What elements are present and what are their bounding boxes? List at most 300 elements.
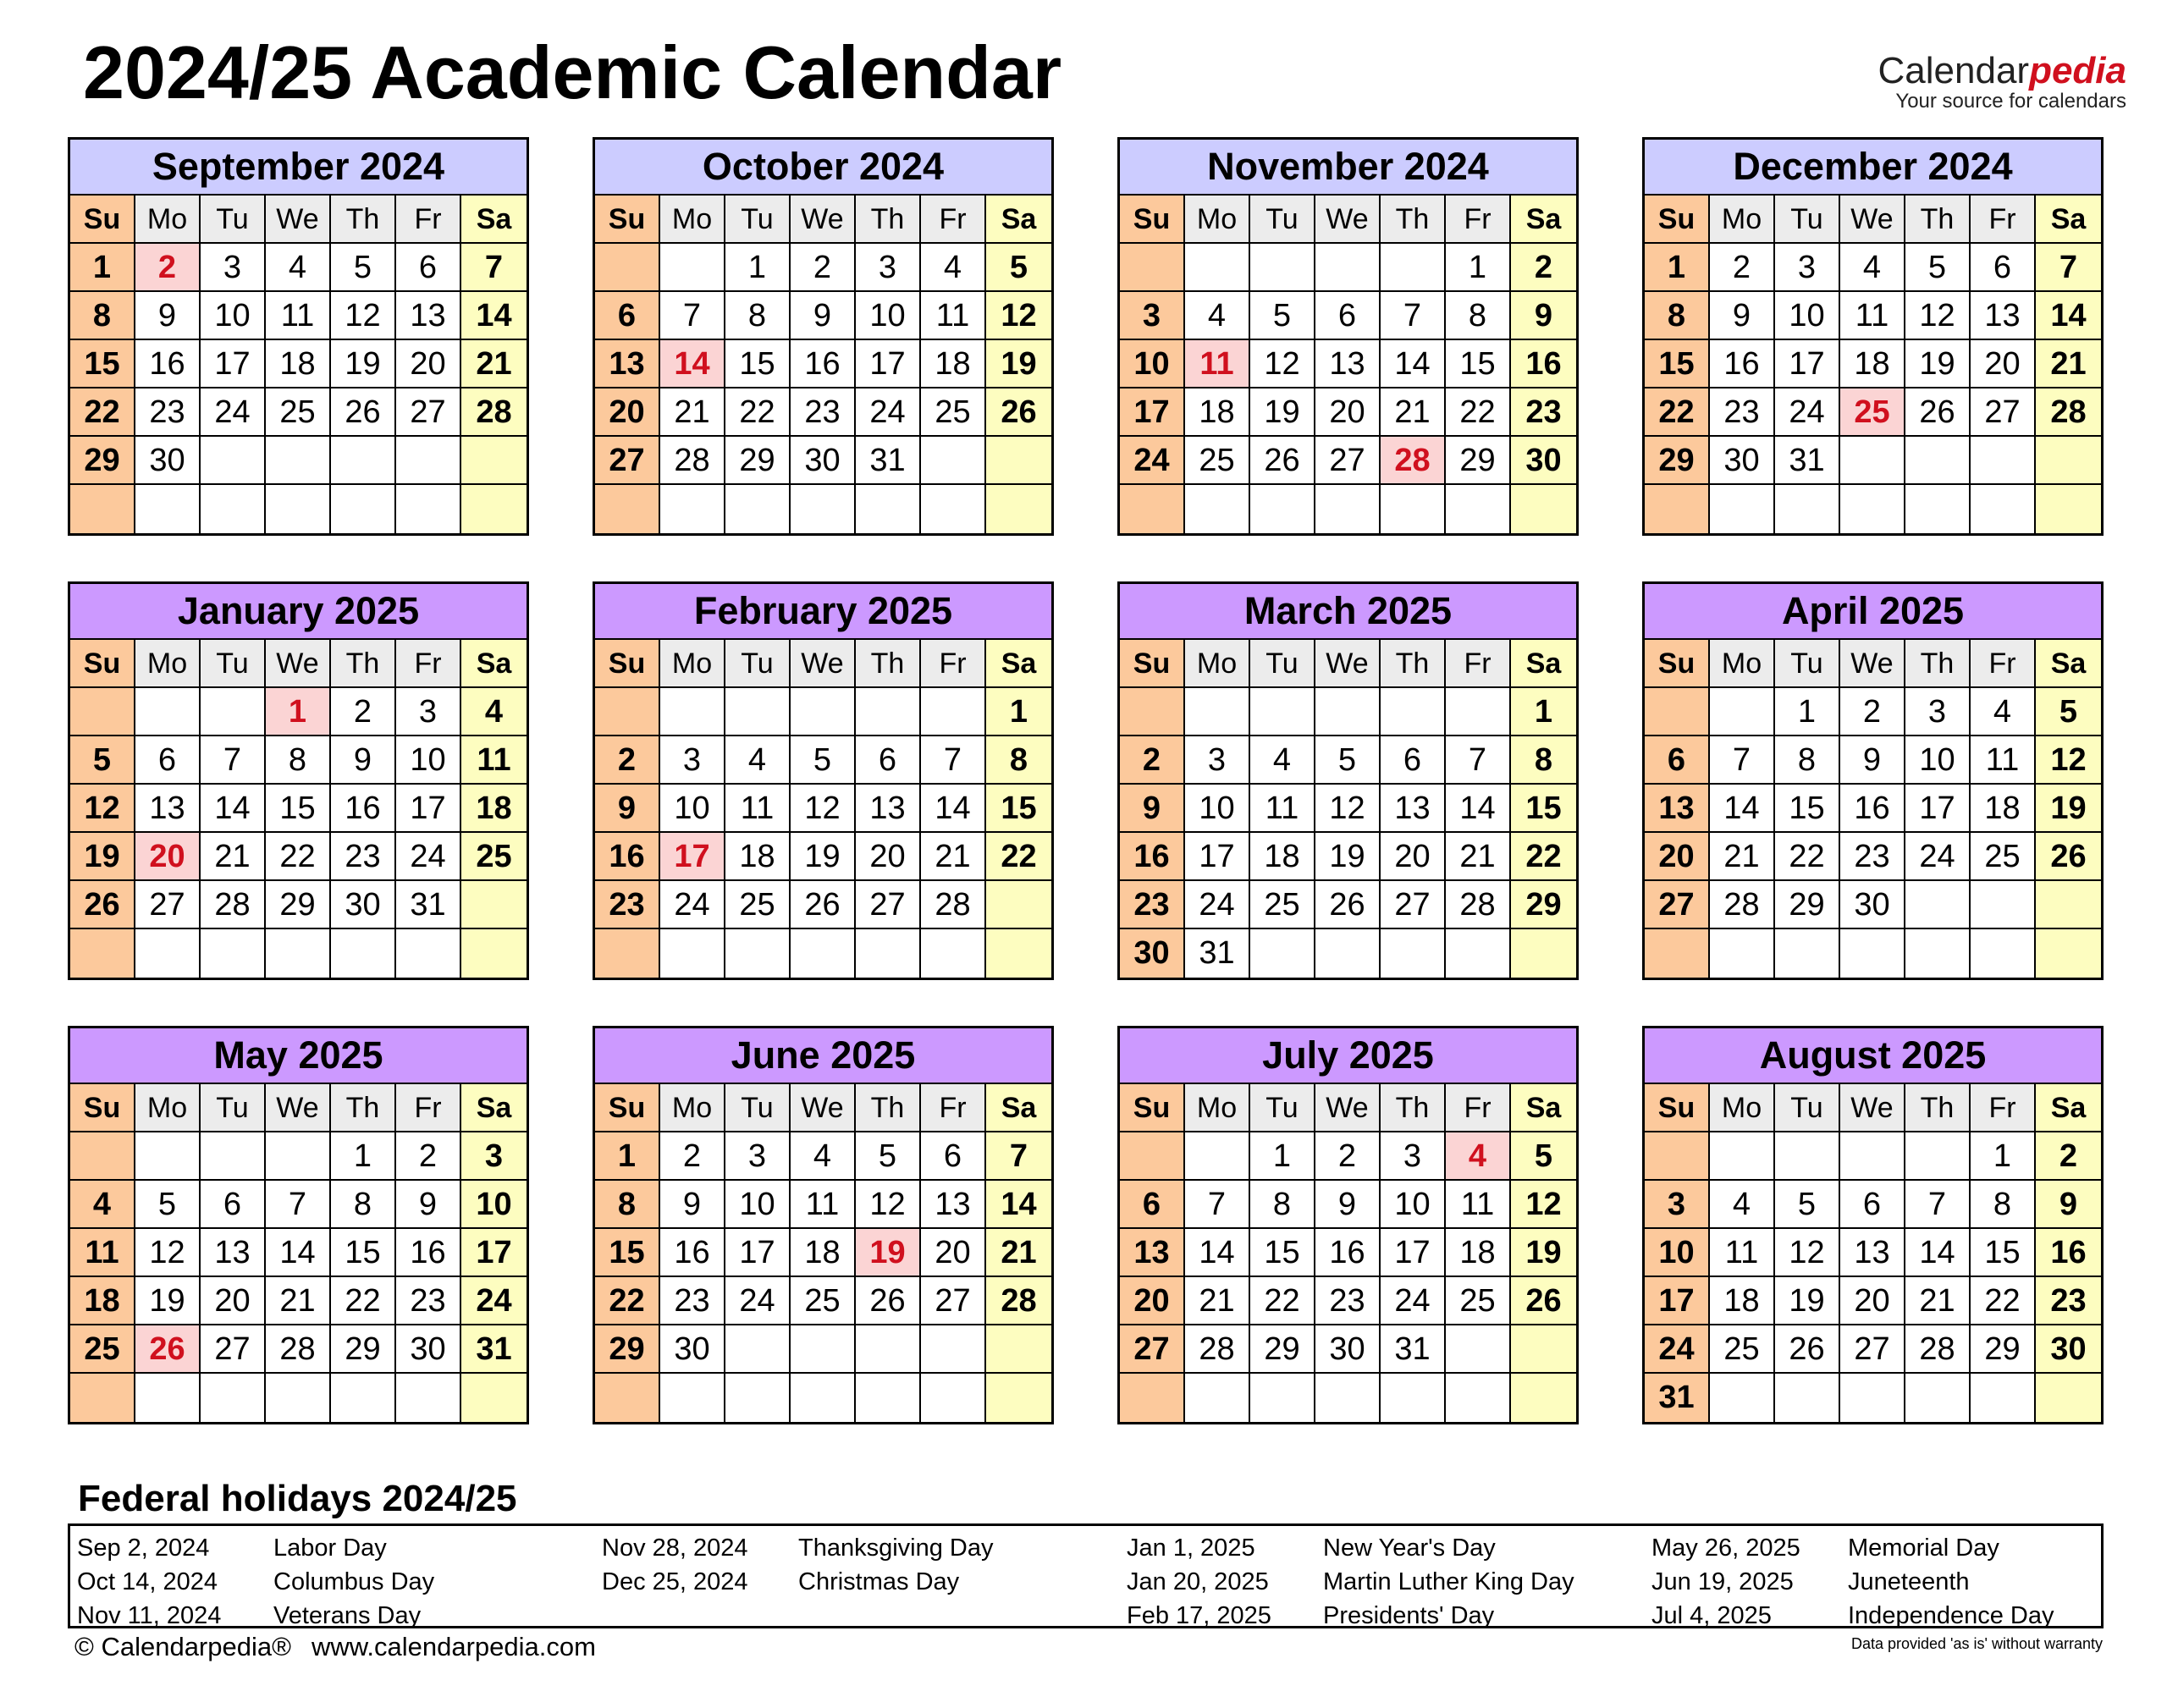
day-cell[interactable]: 19 bbox=[1250, 388, 1315, 437]
day-cell[interactable]: 15 bbox=[331, 1229, 396, 1277]
day-cell[interactable]: 25 bbox=[1446, 1277, 1511, 1325]
day-cell[interactable]: 14 bbox=[660, 340, 725, 388]
day-cell[interactable]: 7 bbox=[2036, 244, 2101, 292]
day-cell[interactable]: 30 bbox=[1840, 881, 1905, 929]
day-cell[interactable]: 11 bbox=[70, 1229, 135, 1277]
day-cell[interactable]: 11 bbox=[921, 292, 986, 340]
day-cell[interactable]: 27 bbox=[1971, 388, 2036, 437]
day-cell[interactable]: 18 bbox=[921, 340, 986, 388]
day-cell[interactable]: 8 bbox=[70, 292, 135, 340]
day-cell[interactable]: 20 bbox=[1971, 340, 2036, 388]
day-cell[interactable]: 4 bbox=[921, 244, 986, 292]
day-cell[interactable]: 21 bbox=[1446, 833, 1511, 881]
day-cell[interactable]: 9 bbox=[1511, 292, 1576, 340]
website-link[interactable]: www.calendarpedia.com bbox=[311, 1632, 596, 1661]
day-cell[interactable]: 2 bbox=[1710, 244, 1775, 292]
day-cell[interactable]: 13 bbox=[921, 1181, 986, 1229]
day-cell[interactable]: 7 bbox=[660, 292, 725, 340]
day-cell[interactable]: 30 bbox=[135, 437, 201, 485]
day-cell[interactable]: 13 bbox=[1381, 785, 1446, 833]
day-cell[interactable]: 22 bbox=[986, 833, 1051, 881]
day-cell[interactable]: 6 bbox=[1840, 1181, 1905, 1229]
day-cell[interactable]: 1 bbox=[1250, 1132, 1315, 1181]
day-cell[interactable]: 2 bbox=[396, 1132, 461, 1181]
day-cell[interactable]: 1 bbox=[266, 688, 331, 736]
day-cell[interactable]: 25 bbox=[791, 1277, 856, 1325]
day-cell[interactable]: 11 bbox=[266, 292, 331, 340]
day-cell[interactable]: 3 bbox=[201, 244, 266, 292]
day-cell[interactable]: 14 bbox=[1905, 1229, 1971, 1277]
day-cell[interactable]: 8 bbox=[725, 292, 791, 340]
day-cell[interactable]: 9 bbox=[331, 736, 396, 785]
day-cell[interactable]: 2 bbox=[135, 244, 201, 292]
day-cell[interactable]: 1 bbox=[1971, 1132, 2036, 1181]
day-cell[interactable]: 7 bbox=[921, 736, 986, 785]
day-cell[interactable]: 7 bbox=[1905, 1181, 1971, 1229]
day-cell[interactable]: 12 bbox=[791, 785, 856, 833]
day-cell[interactable]: 7 bbox=[986, 1132, 1051, 1181]
day-cell[interactable]: 30 bbox=[660, 1325, 725, 1374]
day-cell[interactable]: 2 bbox=[595, 736, 660, 785]
day-cell[interactable]: 8 bbox=[986, 736, 1051, 785]
day-cell[interactable]: 23 bbox=[660, 1277, 725, 1325]
day-cell[interactable]: 20 bbox=[1381, 833, 1446, 881]
day-cell[interactable]: 12 bbox=[2036, 736, 2101, 785]
day-cell[interactable]: 26 bbox=[986, 388, 1051, 437]
day-cell[interactable]: 18 bbox=[70, 1277, 135, 1325]
day-cell[interactable]: 14 bbox=[1710, 785, 1775, 833]
day-cell[interactable]: 22 bbox=[1250, 1277, 1315, 1325]
day-cell[interactable]: 6 bbox=[201, 1181, 266, 1229]
day-cell[interactable]: 21 bbox=[266, 1277, 331, 1325]
day-cell[interactable]: 5 bbox=[1315, 736, 1381, 785]
day-cell[interactable]: 20 bbox=[396, 340, 461, 388]
day-cell[interactable]: 15 bbox=[266, 785, 331, 833]
day-cell[interactable]: 3 bbox=[1381, 1132, 1446, 1181]
day-cell[interactable]: 17 bbox=[396, 785, 461, 833]
day-cell[interactable]: 2 bbox=[1511, 244, 1576, 292]
day-cell[interactable]: 5 bbox=[70, 736, 135, 785]
day-cell[interactable]: 6 bbox=[1645, 736, 1710, 785]
day-cell[interactable]: 22 bbox=[1446, 388, 1511, 437]
day-cell[interactable]: 8 bbox=[266, 736, 331, 785]
day-cell[interactable]: 30 bbox=[2036, 1325, 2101, 1374]
day-cell[interactable]: 3 bbox=[1185, 736, 1250, 785]
day-cell[interactable]: 4 bbox=[461, 688, 527, 736]
day-cell[interactable]: 5 bbox=[135, 1181, 201, 1229]
day-cell[interactable]: 23 bbox=[1511, 388, 1576, 437]
day-cell[interactable]: 4 bbox=[1971, 688, 2036, 736]
day-cell[interactable]: 23 bbox=[1120, 881, 1185, 929]
day-cell[interactable]: 4 bbox=[1185, 292, 1250, 340]
day-cell[interactable]: 28 bbox=[201, 881, 266, 929]
day-cell[interactable]: 18 bbox=[1250, 833, 1315, 881]
day-cell[interactable]: 21 bbox=[201, 833, 266, 881]
day-cell[interactable]: 21 bbox=[660, 388, 725, 437]
day-cell[interactable]: 7 bbox=[1381, 292, 1446, 340]
day-cell[interactable]: 30 bbox=[791, 437, 856, 485]
day-cell[interactable]: 25 bbox=[1250, 881, 1315, 929]
day-cell[interactable]: 18 bbox=[1971, 785, 2036, 833]
day-cell[interactable]: 29 bbox=[1250, 1325, 1315, 1374]
day-cell[interactable]: 23 bbox=[2036, 1277, 2101, 1325]
day-cell[interactable]: 14 bbox=[266, 1229, 331, 1277]
day-cell[interactable]: 2 bbox=[660, 1132, 725, 1181]
day-cell[interactable]: 27 bbox=[1840, 1325, 1905, 1374]
day-cell[interactable]: 29 bbox=[1511, 881, 1576, 929]
day-cell[interactable]: 8 bbox=[331, 1181, 396, 1229]
day-cell[interactable]: 4 bbox=[1250, 736, 1315, 785]
day-cell[interactable]: 12 bbox=[1315, 785, 1381, 833]
day-cell[interactable]: 11 bbox=[1971, 736, 2036, 785]
day-cell[interactable]: 9 bbox=[660, 1181, 725, 1229]
day-cell[interactable]: 22 bbox=[266, 833, 331, 881]
day-cell[interactable]: 9 bbox=[2036, 1181, 2101, 1229]
day-cell[interactable]: 6 bbox=[595, 292, 660, 340]
day-cell[interactable]: 20 bbox=[856, 833, 921, 881]
day-cell[interactable]: 17 bbox=[660, 833, 725, 881]
day-cell[interactable]: 15 bbox=[1446, 340, 1511, 388]
day-cell[interactable]: 22 bbox=[1511, 833, 1576, 881]
day-cell[interactable]: 20 bbox=[135, 833, 201, 881]
day-cell[interactable]: 18 bbox=[725, 833, 791, 881]
day-cell[interactable]: 4 bbox=[1840, 244, 1905, 292]
day-cell[interactable]: 29 bbox=[1775, 881, 1840, 929]
day-cell[interactable]: 2 bbox=[1315, 1132, 1381, 1181]
day-cell[interactable]: 4 bbox=[70, 1181, 135, 1229]
day-cell[interactable]: 27 bbox=[595, 437, 660, 485]
day-cell[interactable]: 11 bbox=[1840, 292, 1905, 340]
day-cell[interactable]: 14 bbox=[2036, 292, 2101, 340]
day-cell[interactable]: 25 bbox=[921, 388, 986, 437]
day-cell[interactable]: 10 bbox=[1645, 1229, 1710, 1277]
day-cell[interactable]: 20 bbox=[201, 1277, 266, 1325]
day-cell[interactable]: 15 bbox=[1775, 785, 1840, 833]
day-cell[interactable]: 6 bbox=[921, 1132, 986, 1181]
day-cell[interactable]: 3 bbox=[1645, 1181, 1710, 1229]
day-cell[interactable]: 16 bbox=[1840, 785, 1905, 833]
day-cell[interactable]: 15 bbox=[986, 785, 1051, 833]
day-cell[interactable]: 29 bbox=[1645, 437, 1710, 485]
day-cell[interactable]: 27 bbox=[1645, 881, 1710, 929]
day-cell[interactable]: 27 bbox=[135, 881, 201, 929]
day-cell[interactable]: 22 bbox=[595, 1277, 660, 1325]
day-cell[interactable]: 6 bbox=[396, 244, 461, 292]
day-cell[interactable]: 24 bbox=[1775, 388, 1840, 437]
day-cell[interactable]: 20 bbox=[1315, 388, 1381, 437]
day-cell[interactable]: 26 bbox=[70, 881, 135, 929]
day-cell[interactable]: 19 bbox=[331, 340, 396, 388]
day-cell[interactable]: 5 bbox=[331, 244, 396, 292]
day-cell[interactable]: 17 bbox=[725, 1229, 791, 1277]
day-cell[interactable]: 1 bbox=[725, 244, 791, 292]
day-cell[interactable]: 26 bbox=[791, 881, 856, 929]
day-cell[interactable]: 16 bbox=[1511, 340, 1576, 388]
day-cell[interactable]: 17 bbox=[856, 340, 921, 388]
day-cell[interactable]: 17 bbox=[1775, 340, 1840, 388]
day-cell[interactable]: 28 bbox=[2036, 388, 2101, 437]
day-cell[interactable]: 5 bbox=[1905, 244, 1971, 292]
day-cell[interactable]: 24 bbox=[201, 388, 266, 437]
day-cell[interactable]: 17 bbox=[461, 1229, 527, 1277]
day-cell[interactable]: 20 bbox=[1645, 833, 1710, 881]
day-cell[interactable]: 25 bbox=[70, 1325, 135, 1374]
day-cell[interactable]: 26 bbox=[856, 1277, 921, 1325]
day-cell[interactable]: 29 bbox=[1971, 1325, 2036, 1374]
day-cell[interactable]: 13 bbox=[1840, 1229, 1905, 1277]
day-cell[interactable]: 9 bbox=[791, 292, 856, 340]
day-cell[interactable]: 14 bbox=[1446, 785, 1511, 833]
day-cell[interactable]: 10 bbox=[461, 1181, 527, 1229]
brand-logo[interactable] bbox=[1878, 52, 2126, 112]
day-cell[interactable]: 4 bbox=[791, 1132, 856, 1181]
day-cell[interactable]: 30 bbox=[1315, 1325, 1381, 1374]
day-cell[interactable]: 10 bbox=[201, 292, 266, 340]
day-cell[interactable]: 11 bbox=[725, 785, 791, 833]
day-cell[interactable]: 18 bbox=[266, 340, 331, 388]
day-cell[interactable]: 24 bbox=[725, 1277, 791, 1325]
day-cell[interactable]: 9 bbox=[1315, 1181, 1381, 1229]
day-cell[interactable]: 10 bbox=[660, 785, 725, 833]
day-cell[interactable]: 28 bbox=[1381, 437, 1446, 485]
day-cell[interactable]: 24 bbox=[1905, 833, 1971, 881]
day-cell[interactable]: 28 bbox=[1446, 881, 1511, 929]
day-cell[interactable]: 2 bbox=[2036, 1132, 2101, 1181]
day-cell[interactable]: 18 bbox=[1446, 1229, 1511, 1277]
day-cell[interactable]: 19 bbox=[1315, 833, 1381, 881]
day-cell[interactable]: 29 bbox=[595, 1325, 660, 1374]
day-cell[interactable]: 16 bbox=[135, 340, 201, 388]
day-cell[interactable]: 18 bbox=[1710, 1277, 1775, 1325]
day-cell[interactable]: 18 bbox=[461, 785, 527, 833]
day-cell[interactable]: 15 bbox=[1511, 785, 1576, 833]
day-cell[interactable]: 8 bbox=[1511, 736, 1576, 785]
day-cell[interactable]: 10 bbox=[1185, 785, 1250, 833]
day-cell[interactable]: 28 bbox=[1185, 1325, 1250, 1374]
day-cell[interactable]: 28 bbox=[1905, 1325, 1971, 1374]
day-cell[interactable]: 24 bbox=[396, 833, 461, 881]
day-cell[interactable]: 27 bbox=[856, 881, 921, 929]
day-cell[interactable]: 11 bbox=[1185, 340, 1250, 388]
day-cell[interactable]: 2 bbox=[1120, 736, 1185, 785]
day-cell[interactable]: 23 bbox=[595, 881, 660, 929]
day-cell[interactable]: 1 bbox=[1446, 244, 1511, 292]
day-cell[interactable]: 21 bbox=[1381, 388, 1446, 437]
day-cell[interactable]: 1 bbox=[1645, 244, 1710, 292]
day-cell[interactable]: 22 bbox=[331, 1277, 396, 1325]
day-cell[interactable]: 8 bbox=[1250, 1181, 1315, 1229]
day-cell[interactable]: 8 bbox=[1645, 292, 1710, 340]
day-cell[interactable]: 21 bbox=[1185, 1277, 1250, 1325]
day-cell[interactable]: 19 bbox=[2036, 785, 2101, 833]
day-cell[interactable]: 8 bbox=[595, 1181, 660, 1229]
day-cell[interactable]: 21 bbox=[1710, 833, 1775, 881]
day-cell[interactable]: 23 bbox=[791, 388, 856, 437]
day-cell[interactable]: 26 bbox=[1511, 1277, 1576, 1325]
day-cell[interactable]: 10 bbox=[725, 1181, 791, 1229]
day-cell[interactable]: 24 bbox=[660, 881, 725, 929]
day-cell[interactable]: 23 bbox=[396, 1277, 461, 1325]
day-cell[interactable]: 12 bbox=[135, 1229, 201, 1277]
day-cell[interactable]: 30 bbox=[1710, 437, 1775, 485]
day-cell[interactable]: 29 bbox=[70, 437, 135, 485]
day-cell[interactable]: 19 bbox=[856, 1229, 921, 1277]
day-cell[interactable]: 29 bbox=[1446, 437, 1511, 485]
day-cell[interactable]: 12 bbox=[331, 292, 396, 340]
day-cell[interactable]: 12 bbox=[856, 1181, 921, 1229]
day-cell[interactable]: 5 bbox=[1775, 1181, 1840, 1229]
day-cell[interactable]: 5 bbox=[2036, 688, 2101, 736]
day-cell[interactable]: 12 bbox=[1250, 340, 1315, 388]
day-cell[interactable]: 28 bbox=[1710, 881, 1775, 929]
day-cell[interactable]: 29 bbox=[266, 881, 331, 929]
day-cell[interactable]: 24 bbox=[1120, 437, 1185, 485]
day-cell[interactable]: 23 bbox=[1840, 833, 1905, 881]
day-cell[interactable]: 8 bbox=[1971, 1181, 2036, 1229]
day-cell[interactable]: 12 bbox=[1511, 1181, 1576, 1229]
day-cell[interactable]: 21 bbox=[2036, 340, 2101, 388]
day-cell[interactable]: 7 bbox=[201, 736, 266, 785]
day-cell[interactable]: 19 bbox=[1511, 1229, 1576, 1277]
day-cell[interactable]: 27 bbox=[1120, 1325, 1185, 1374]
day-cell[interactable]: 28 bbox=[266, 1325, 331, 1374]
day-cell[interactable]: 20 bbox=[595, 388, 660, 437]
day-cell[interactable]: 9 bbox=[1120, 785, 1185, 833]
day-cell[interactable]: 26 bbox=[2036, 833, 2101, 881]
day-cell[interactable]: 5 bbox=[791, 736, 856, 785]
day-cell[interactable]: 26 bbox=[135, 1325, 201, 1374]
day-cell[interactable]: 10 bbox=[856, 292, 921, 340]
day-cell[interactable]: 8 bbox=[1775, 736, 1840, 785]
day-cell[interactable]: 14 bbox=[986, 1181, 1051, 1229]
day-cell[interactable]: 15 bbox=[595, 1229, 660, 1277]
day-cell[interactable]: 13 bbox=[595, 340, 660, 388]
day-cell[interactable]: 11 bbox=[461, 736, 527, 785]
day-cell[interactable]: 9 bbox=[135, 292, 201, 340]
day-cell[interactable]: 18 bbox=[1185, 388, 1250, 437]
day-cell[interactable]: 29 bbox=[331, 1325, 396, 1374]
day-cell[interactable]: 30 bbox=[331, 881, 396, 929]
day-cell[interactable]: 22 bbox=[725, 388, 791, 437]
day-cell[interactable]: 12 bbox=[1775, 1229, 1840, 1277]
day-cell[interactable]: 9 bbox=[1840, 736, 1905, 785]
day-cell[interactable]: 16 bbox=[791, 340, 856, 388]
day-cell[interactable]: 9 bbox=[396, 1181, 461, 1229]
day-cell[interactable]: 3 bbox=[725, 1132, 791, 1181]
day-cell[interactable]: 14 bbox=[461, 292, 527, 340]
day-cell[interactable]: 10 bbox=[1120, 340, 1185, 388]
day-cell[interactable]: 1 bbox=[986, 688, 1051, 736]
day-cell[interactable]: 3 bbox=[856, 244, 921, 292]
day-cell[interactable]: 2 bbox=[791, 244, 856, 292]
day-cell[interactable]: 10 bbox=[1905, 736, 1971, 785]
day-cell[interactable]: 6 bbox=[135, 736, 201, 785]
day-cell[interactable]: 28 bbox=[461, 388, 527, 437]
day-cell[interactable]: 30 bbox=[396, 1325, 461, 1374]
day-cell[interactable]: 17 bbox=[201, 340, 266, 388]
day-cell[interactable]: 5 bbox=[1511, 1132, 1576, 1181]
day-cell[interactable]: 10 bbox=[396, 736, 461, 785]
day-cell[interactable]: 13 bbox=[201, 1229, 266, 1277]
day-cell[interactable]: 13 bbox=[1315, 340, 1381, 388]
day-cell[interactable]: 3 bbox=[660, 736, 725, 785]
day-cell[interactable]: 14 bbox=[921, 785, 986, 833]
day-cell[interactable]: 11 bbox=[1446, 1181, 1511, 1229]
day-cell[interactable]: 19 bbox=[135, 1277, 201, 1325]
day-cell[interactable]: 1 bbox=[70, 244, 135, 292]
day-cell[interactable]: 30 bbox=[1511, 437, 1576, 485]
day-cell[interactable]: 25 bbox=[1840, 388, 1905, 437]
day-cell[interactable]: 28 bbox=[921, 881, 986, 929]
day-cell[interactable]: 31 bbox=[1185, 929, 1250, 978]
day-cell[interactable]: 25 bbox=[725, 881, 791, 929]
day-cell[interactable]: 7 bbox=[1446, 736, 1511, 785]
day-cell[interactable]: 13 bbox=[1971, 292, 2036, 340]
day-cell[interactable]: 27 bbox=[1315, 437, 1381, 485]
day-cell[interactable]: 22 bbox=[70, 388, 135, 437]
day-cell[interactable]: 20 bbox=[1840, 1277, 1905, 1325]
day-cell[interactable]: 21 bbox=[461, 340, 527, 388]
day-cell[interactable]: 5 bbox=[1250, 292, 1315, 340]
day-cell[interactable]: 18 bbox=[1840, 340, 1905, 388]
day-cell[interactable]: 16 bbox=[1120, 833, 1185, 881]
day-cell[interactable]: 11 bbox=[791, 1181, 856, 1229]
day-cell[interactable]: 9 bbox=[595, 785, 660, 833]
day-cell[interactable]: 19 bbox=[986, 340, 1051, 388]
day-cell[interactable]: 15 bbox=[1971, 1229, 2036, 1277]
day-cell[interactable]: 24 bbox=[461, 1277, 527, 1325]
day-cell[interactable]: 13 bbox=[396, 292, 461, 340]
day-cell[interactable]: 17 bbox=[1120, 388, 1185, 437]
day-cell[interactable]: 13 bbox=[1645, 785, 1710, 833]
day-cell[interactable]: 24 bbox=[1381, 1277, 1446, 1325]
day-cell[interactable]: 1 bbox=[595, 1132, 660, 1181]
day-cell[interactable]: 4 bbox=[1710, 1181, 1775, 1229]
day-cell[interactable]: 25 bbox=[266, 388, 331, 437]
day-cell[interactable]: 26 bbox=[1905, 388, 1971, 437]
day-cell[interactable]: 21 bbox=[921, 833, 986, 881]
day-cell[interactable]: 31 bbox=[1381, 1325, 1446, 1374]
day-cell[interactable]: 13 bbox=[135, 785, 201, 833]
day-cell[interactable]: 22 bbox=[1775, 833, 1840, 881]
day-cell[interactable]: 31 bbox=[1775, 437, 1840, 485]
day-cell[interactable]: 4 bbox=[266, 244, 331, 292]
day-cell[interactable]: 3 bbox=[396, 688, 461, 736]
day-cell[interactable]: 16 bbox=[396, 1229, 461, 1277]
day-cell[interactable]: 30 bbox=[1120, 929, 1185, 978]
day-cell[interactable]: 17 bbox=[1185, 833, 1250, 881]
day-cell[interactable]: 19 bbox=[791, 833, 856, 881]
day-cell[interactable]: 1 bbox=[1511, 688, 1576, 736]
day-cell[interactable]: 14 bbox=[201, 785, 266, 833]
day-cell[interactable]: 23 bbox=[1710, 388, 1775, 437]
day-cell[interactable]: 27 bbox=[396, 388, 461, 437]
day-cell[interactable]: 25 bbox=[1185, 437, 1250, 485]
day-cell[interactable]: 7 bbox=[1710, 736, 1775, 785]
day-cell[interactable]: 27 bbox=[201, 1325, 266, 1374]
day-cell[interactable]: 3 bbox=[1775, 244, 1840, 292]
day-cell[interactable]: 23 bbox=[135, 388, 201, 437]
day-cell[interactable]: 22 bbox=[1971, 1277, 2036, 1325]
day-cell[interactable]: 5 bbox=[856, 1132, 921, 1181]
day-cell[interactable]: 17 bbox=[1905, 785, 1971, 833]
day-cell[interactable]: 23 bbox=[1315, 1277, 1381, 1325]
day-cell[interactable]: 15 bbox=[1250, 1229, 1315, 1277]
day-cell[interactable]: 25 bbox=[461, 833, 527, 881]
day-cell[interactable]: 6 bbox=[856, 736, 921, 785]
day-cell[interactable]: 26 bbox=[1250, 437, 1315, 485]
day-cell[interactable]: 3 bbox=[1905, 688, 1971, 736]
